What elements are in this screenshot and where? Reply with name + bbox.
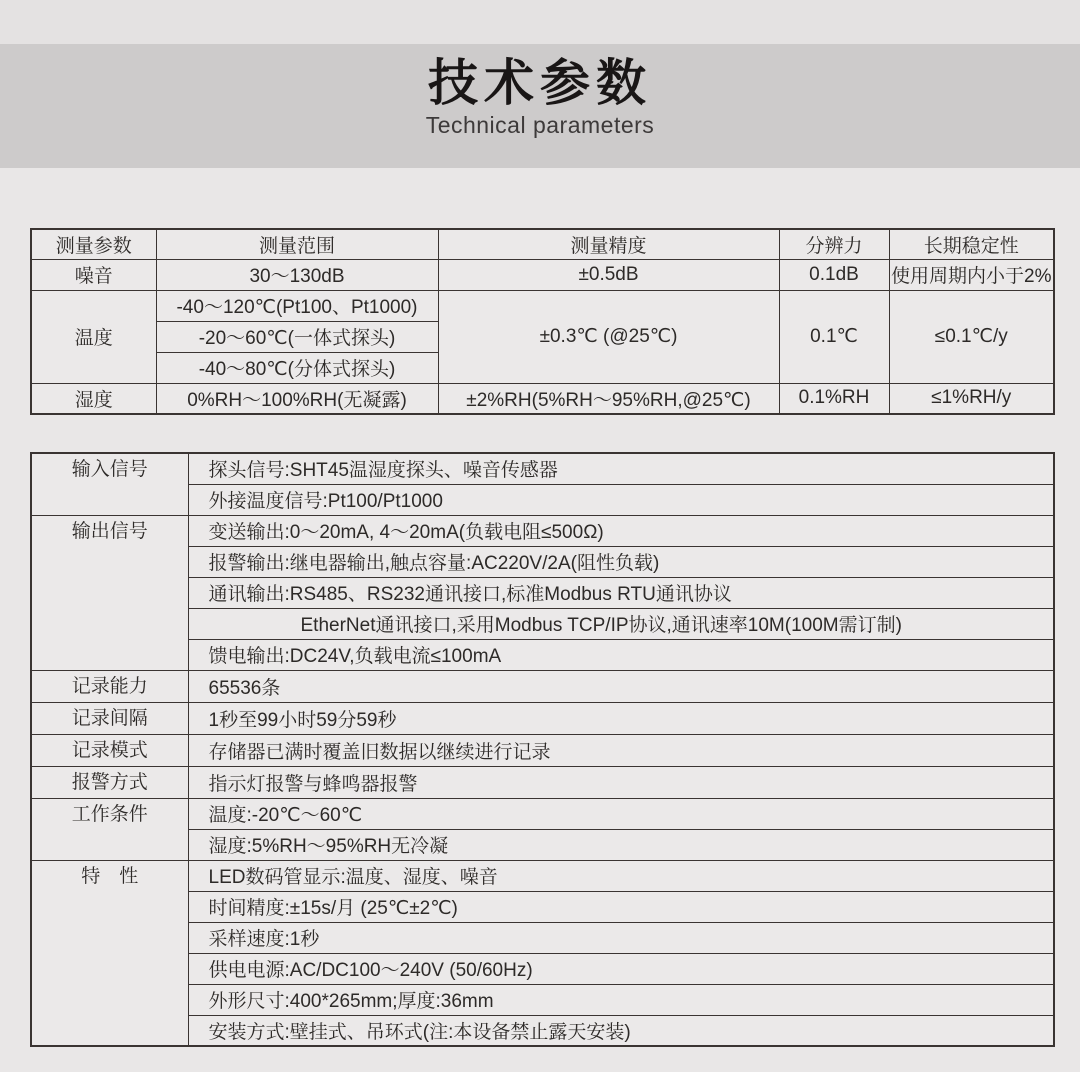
param-cell: 温度 [31, 290, 156, 383]
range-cell: -20～60℃(一体式探头) [156, 321, 438, 352]
spec-item-cell: 温度:-20℃～60℃ [188, 798, 1054, 829]
spec-item-cell: 65536条 [188, 670, 1054, 702]
spec-item-cell: 指示灯报警与蜂鸣器报警 [188, 766, 1054, 798]
title-band [0, 44, 1080, 168]
range-cell: 30～130dB [156, 259, 438, 290]
spec-row [31, 702, 1054, 734]
measurement-column-header: 长期稳定性 [889, 229, 1054, 259]
stability-cell: ≤0.1℃/y [889, 290, 1054, 383]
measurement-table-head [31, 229, 1054, 259]
measurement-column-header: 分辨力 [779, 229, 889, 259]
stability-cell: ≤1%RH/y [889, 383, 1054, 414]
top-strip [0, 0, 1080, 44]
measurement-row [31, 290, 1054, 321]
spec-row [31, 734, 1054, 766]
spec-item-cell: 通讯输出:RS485、RS232通讯接口,标准Modbus RTU通讯协议 [188, 577, 1054, 608]
spec-row [31, 766, 1054, 798]
resolution-cell: 0.1%RH [779, 383, 889, 414]
spec-label-cell: 记录能力 [31, 670, 188, 702]
accuracy-cell: ±2%RH(5%RH～95%RH,@25℃) [438, 383, 779, 414]
spec-item-cell: 湿度:5%RH～95%RH无冷凝 [188, 829, 1054, 860]
spec-item-cell: EtherNet通讯接口,采用Modbus TCP/IP协议,通讯速率10M(100M需订制) [188, 608, 1054, 639]
spec-item-cell: 采样速度:1秒 [188, 922, 1054, 953]
spec-item-cell: 外接温度信号:Pt100/Pt1000 [188, 484, 1054, 515]
spec-label-cell: 特 性 [31, 860, 188, 1046]
measurement-table-body [31, 259, 1054, 414]
measurement-column-header: 测量范围 [156, 229, 438, 259]
accuracy-cell: ±0.3℃ (@25℃) [438, 290, 779, 383]
page-title: 技术参数 [428, 55, 652, 111]
measurement-row [31, 259, 1054, 290]
measurement-row [31, 383, 1054, 414]
param-cell: 湿度 [31, 383, 156, 414]
spec-table [30, 452, 1055, 1047]
spec-item-cell: 1秒至99小时59分59秒 [188, 702, 1054, 734]
spec-item-cell: 存储器已满时覆盖旧数据以继续进行记录 [188, 734, 1054, 766]
spec-item-cell: 外形尺寸:400*265mm;厚度:36mm [188, 984, 1054, 1015]
resolution-cell: 0.1℃ [779, 290, 889, 383]
measurement-column-header: 测量精度 [438, 229, 779, 259]
spec-label-cell: 记录模式 [31, 734, 188, 766]
spec-item-cell: LED数码管显示:温度、湿度、噪音 [188, 860, 1054, 891]
spec-item-cell: 馈电输出:DC24V,负载电流≤100mA [188, 639, 1054, 670]
spec-table-body [31, 453, 1054, 1046]
spec-label-cell: 工作条件 [31, 798, 188, 860]
spec-item-cell: 供电电源:AC/DC100～240V (50/60Hz) [188, 953, 1054, 984]
spec-row [31, 670, 1054, 702]
spec-label-cell: 记录间隔 [31, 702, 188, 734]
spec-item-cell: 时间精度:±15s/月 (25℃±2℃) [188, 891, 1054, 922]
spec-item-cell: 安装方式:壁挂式、吊环式(注:本设备禁止露天安装) [188, 1015, 1054, 1046]
spec-item-cell: 探头信号:SHT45温湿度探头、噪音传感器 [188, 453, 1054, 484]
range-cell: -40～120℃(Pt100、Pt1000) [156, 290, 438, 321]
spec-row [31, 798, 1054, 829]
param-cell: 噪音 [31, 259, 156, 290]
measurement-header-row [31, 229, 1054, 259]
spec-row [31, 860, 1054, 891]
page-subtitle: Technical parameters [425, 112, 655, 138]
spec-label-cell: 输出信号 [31, 515, 188, 670]
measurement-column-header: 测量参数 [31, 229, 156, 259]
spec-label-cell: 报警方式 [31, 766, 188, 798]
range-cell: -40～80℃(分体式探头) [156, 352, 438, 383]
spec-label-cell: 输入信号 [31, 453, 188, 515]
range-cell: 0%RH～100%RH(无凝露) [156, 383, 438, 414]
spec-row [31, 453, 1054, 484]
stability-cell: 使用周期内小于2% [889, 259, 1054, 290]
accuracy-cell: ±0.5dB [438, 259, 779, 290]
resolution-cell: 0.1dB [779, 259, 889, 290]
spec-item-cell: 变送输出:0～20mA, 4～20mA(负载电阻≤500Ω) [188, 515, 1054, 546]
measurement-table [30, 228, 1055, 415]
spec-row [31, 515, 1054, 546]
spec-item-cell: 报警输出:继电器输出,触点容量:AC220V/2A(阻性负载) [188, 546, 1054, 577]
